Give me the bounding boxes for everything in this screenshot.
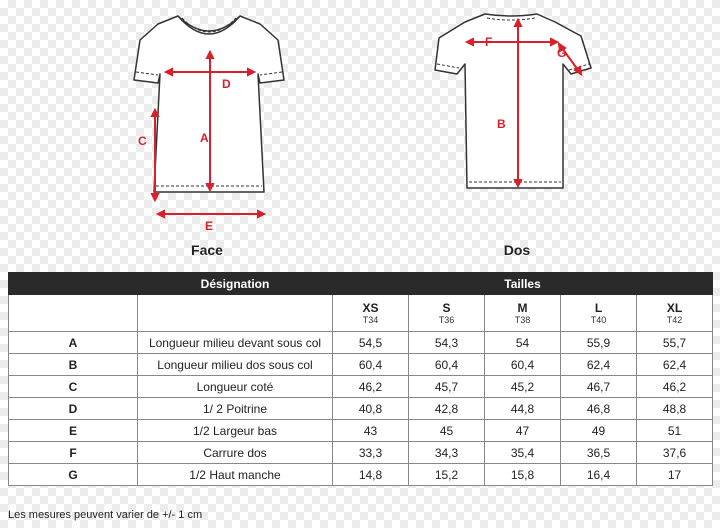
cell-value: 54 — [485, 332, 561, 354]
size-m: M T38 — [485, 295, 561, 332]
row-code: D — [9, 398, 138, 420]
row-label: Longueur milieu dos sous col — [138, 354, 333, 376]
row-code: A — [9, 332, 138, 354]
marker-g: G — [557, 46, 567, 60]
cell-value: 54,5 — [333, 332, 409, 354]
designation-header: Désignation — [138, 273, 333, 295]
size-l: L T40 — [561, 295, 637, 332]
size-s: S T36 — [409, 295, 485, 332]
cell-value: 55,9 — [561, 332, 637, 354]
cell-value: 46,2 — [637, 376, 713, 398]
row-label: 1/ 2 Poitrine — [138, 398, 333, 420]
table-row — [9, 464, 713, 486]
cell-value: 45,7 — [409, 376, 485, 398]
cell-value: 35,4 — [485, 442, 561, 464]
cell-value: 42,8 — [409, 398, 485, 420]
cell-value: 51 — [637, 420, 713, 442]
size-xl: XL T42 — [637, 295, 713, 332]
cell-value: 62,4 — [637, 354, 713, 376]
cell-value: 16,4 — [561, 464, 637, 486]
cell-value: 45,2 — [485, 376, 561, 398]
code-header — [9, 273, 138, 295]
cell-value: 44,8 — [485, 398, 561, 420]
footnote: Les mesures peuvent varier de +/- 1 cm — [8, 509, 203, 521]
marker-c: C — [138, 134, 147, 148]
row-code: F — [9, 442, 138, 464]
back-shirt-outline — [435, 14, 591, 188]
cell-value: 62,4 — [561, 354, 637, 376]
cell-value: 37,6 — [637, 442, 713, 464]
table-row — [9, 376, 713, 398]
cell-value: 15,2 — [409, 464, 485, 486]
cell-value: 36,5 — [561, 442, 637, 464]
row-label: Longueur milieu devant sous col — [138, 332, 333, 354]
marker-e: E — [205, 219, 214, 233]
cell-value: 46,8 — [561, 398, 637, 420]
back-view-label: Dos — [503, 242, 531, 258]
cell-value: 55,7 — [637, 332, 713, 354]
back-shirt-diagram — [425, 8, 600, 193]
cell-value: 60,4 — [333, 354, 409, 376]
marker-b: B — [497, 117, 506, 131]
cell-value: 33,3 — [333, 442, 409, 464]
table-row — [9, 442, 713, 464]
row-label: Longueur coté — [138, 376, 333, 398]
row-code: G — [9, 464, 138, 486]
table-row — [9, 420, 713, 442]
cell-value: 60,4 — [409, 354, 485, 376]
cell-value: 48,8 — [637, 398, 713, 420]
row-label: Carrure dos — [138, 442, 333, 464]
front-view-label: Face — [191, 242, 223, 258]
table-row — [9, 332, 713, 354]
row-code: E — [9, 420, 138, 442]
sizes-header: Tailles — [333, 273, 713, 295]
marker-f: F — [485, 35, 493, 49]
marker-d: D — [222, 77, 231, 91]
cell-value: 43 — [333, 420, 409, 442]
cell-value: 17 — [637, 464, 713, 486]
cell-value: 46,7 — [561, 376, 637, 398]
table-row — [9, 398, 713, 420]
table-row — [9, 354, 713, 376]
cell-value: 14,8 — [333, 464, 409, 486]
row-code: C — [9, 376, 138, 398]
size-xs: XS T34 — [333, 295, 409, 332]
cell-value: 49 — [561, 420, 637, 442]
row-code: B — [9, 354, 138, 376]
cell-value: 34,3 — [409, 442, 485, 464]
size-table — [8, 272, 713, 486]
cell-value: 46,2 — [333, 376, 409, 398]
cell-value: 54,3 — [409, 332, 485, 354]
cell-value: 47 — [485, 420, 561, 442]
cell-value: 40,8 — [333, 398, 409, 420]
row-label: 1/2 Haut manche — [138, 464, 333, 486]
row-label: 1/2 Largeur bas — [138, 420, 333, 442]
cell-value: 60,4 — [485, 354, 561, 376]
front-shirt-diagram — [120, 10, 300, 235]
cell-value: 45 — [409, 420, 485, 442]
marker-a: A — [200, 131, 209, 145]
cell-value: 15,8 — [485, 464, 561, 486]
